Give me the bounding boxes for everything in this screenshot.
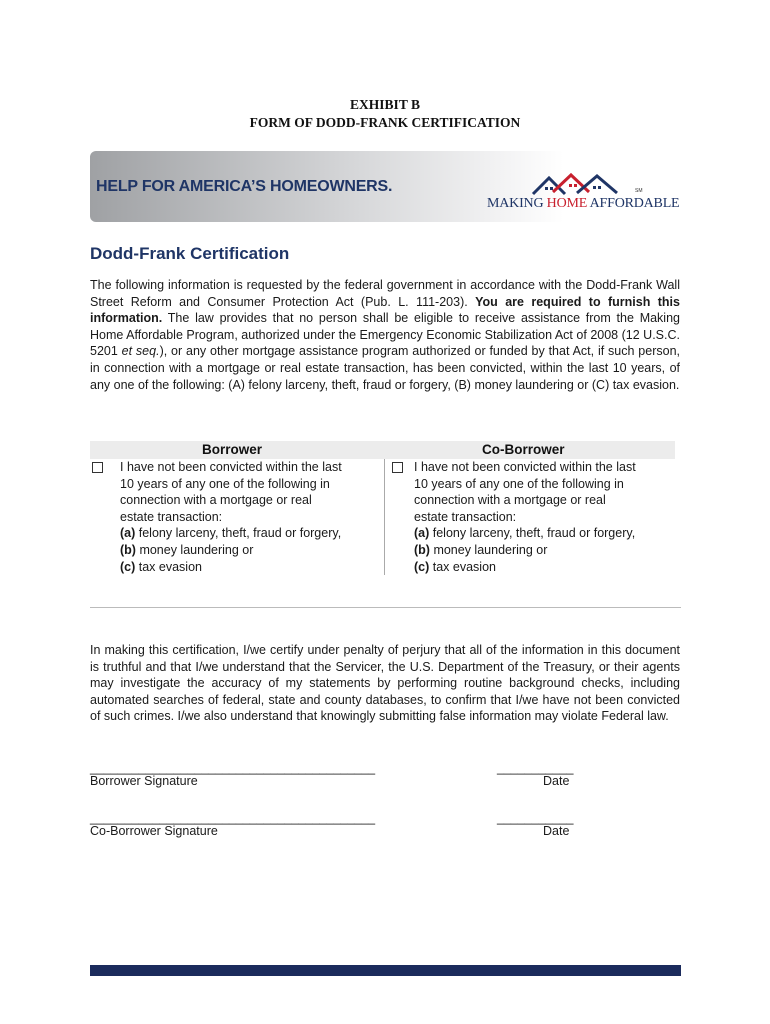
statement-line: connection with a mortgage or real bbox=[414, 493, 606, 508]
statement-line: I have not been convicted within the last bbox=[414, 460, 636, 474]
item-label: (a) bbox=[120, 526, 136, 541]
statement-item-c bbox=[414, 559, 666, 576]
statement-item-a bbox=[414, 525, 666, 542]
intro-text-2: The law provides that no person shall be eligible to receive assistance from the Making Home Affordable Program, authorized under the Emergency Economic Stabilization Act of 2008 (12 U.S.C. 5201 bbox=[90, 311, 680, 359]
intro-required-notice: You are required to furnish this information. bbox=[90, 294, 680, 326]
footer-bar bbox=[90, 965, 681, 976]
logo-word-home: HOME bbox=[546, 196, 588, 211]
logo-word-affordable: AFFORDABLE bbox=[587, 196, 680, 211]
coborrower-header: Co-Borrower bbox=[482, 442, 565, 457]
borrower-statement bbox=[120, 459, 372, 575]
intro-text-1: The following information is requested by the federal government in accordance with the Dodd-Frank Wall Street Reform and Consumer Protection Act (Pub. L. 111-203). bbox=[90, 278, 680, 309]
certification-paragraph: In making this certification, I/we certify under penalty of perjury that all of the information in this document is truthful and that I/we understand that the Servicer, the U.S. Department of the Treasury, or their agents may investigate the accuracy of my statements by performing routine background checks, including automated searches of federal, state and county databases, to confirm that I/we have not been convicted of such crimes. I/we also understand that knowingly submitting false information may violate Federal law. bbox=[90, 643, 680, 724]
exhibit-title: EXHIBIT B bbox=[350, 97, 420, 112]
section-divider bbox=[90, 607, 681, 608]
intro-paragraph bbox=[90, 277, 680, 393]
coborrower-date-line[interactable]: ___________ bbox=[497, 811, 574, 825]
coborrower-signature-label: Co-Borrower Signature bbox=[90, 824, 218, 838]
statement-line: 10 years of any one of the following in bbox=[414, 476, 624, 491]
item-text: tax evasion bbox=[135, 559, 202, 574]
statement-line: estate transaction: bbox=[414, 509, 517, 524]
item-label: (a) bbox=[414, 526, 430, 541]
item-label: (c) bbox=[120, 559, 136, 574]
item-label: (b) bbox=[120, 542, 136, 557]
statement-item-b bbox=[120, 542, 372, 559]
coborrower-checkbox[interactable] bbox=[392, 462, 403, 473]
statement-line: I have not been convicted within the last bbox=[120, 460, 342, 474]
borrower-date-label: Date bbox=[543, 774, 570, 788]
item-text: money laundering or bbox=[429, 542, 548, 557]
statement-item-a bbox=[120, 525, 372, 542]
borrower-header: Borrower bbox=[202, 442, 263, 457]
banner-tagline: HELP FOR AMERICA’S HOMEOWNERS. bbox=[96, 178, 393, 195]
column-divider bbox=[384, 459, 385, 575]
service-mark: SM bbox=[635, 188, 643, 194]
borrower-signature-line[interactable]: _________________________________________ bbox=[90, 761, 376, 775]
coborrower-statement bbox=[414, 459, 666, 575]
borrower-signature-label: Borrower Signature bbox=[90, 774, 198, 788]
statement-line: 10 years of any one of the following in bbox=[120, 476, 330, 491]
borrower-checkbox[interactable] bbox=[92, 462, 103, 473]
item-text: felony larceny, theft, fraud or forgery, bbox=[429, 526, 636, 541]
statement-line: connection with a mortgage or real bbox=[120, 493, 312, 508]
statement-item-c bbox=[120, 559, 372, 576]
statement-item-b bbox=[414, 542, 666, 559]
item-text: tax evasion bbox=[429, 559, 496, 574]
exhibit-heading bbox=[0, 96, 770, 132]
item-label: (c) bbox=[414, 559, 430, 574]
coborrower-date-label: Date bbox=[543, 824, 570, 838]
borrower-date-line[interactable]: ___________ bbox=[497, 761, 574, 775]
making-home-affordable-logo bbox=[487, 172, 683, 214]
houses-icon bbox=[531, 172, 635, 196]
logo-word-making: MAKING bbox=[487, 196, 547, 211]
logo-wordmark bbox=[487, 196, 683, 212]
exhibit-subtitle: FORM OF DODD-FRANK CERTIFICATION bbox=[249, 115, 521, 130]
table-header bbox=[90, 441, 675, 459]
certification-table bbox=[90, 441, 675, 575]
item-text: felony larceny, theft, fraud or forgery, bbox=[135, 526, 342, 541]
coborrower-signature-line[interactable]: _________________________________________ bbox=[90, 811, 376, 825]
intro-text-3: ), or any other mortgage assistance program authorized or funded by that Act, if such person, in connection with a mortgage or real estate transaction, has been convicted, within the last 10 years, of any one of the following: (A) felony larceny, theft, fraud or forgery, (B) money laundering or (C) tax evasion. bbox=[90, 344, 680, 392]
item-text: money laundering or bbox=[135, 542, 254, 557]
intro-citation: et seq. bbox=[121, 344, 160, 359]
item-label: (b) bbox=[414, 542, 430, 557]
page-title: Dodd-Frank Certification bbox=[90, 244, 290, 263]
statement-line: estate transaction: bbox=[120, 509, 223, 524]
